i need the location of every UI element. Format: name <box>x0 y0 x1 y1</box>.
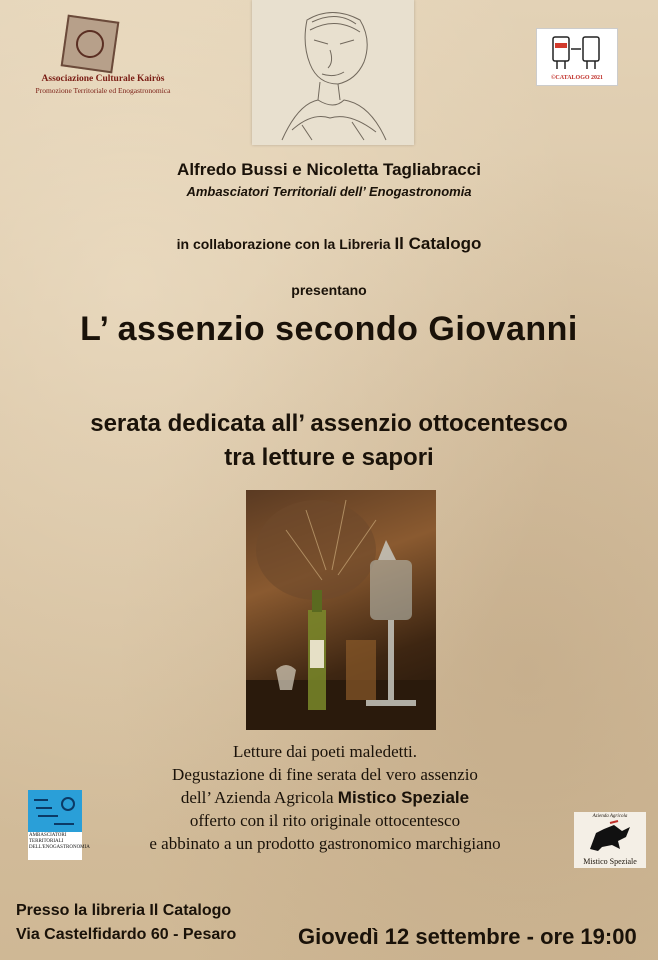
collaboration-name: Il Catalogo <box>394 234 482 253</box>
portrait-sketch-image <box>252 0 414 145</box>
detail-line: dell’ Azienda Agricola <box>180 788 334 807</box>
hosts-names: Alfredo Bussi e Nicoletta Tagliabracci <box>177 160 481 179</box>
detail-line: offerto con il rito originale ottocentesco <box>189 811 461 830</box>
venue-line1: Presso la libreria Il Catalogo <box>16 902 232 919</box>
detail-line: Letture dai poeti maledetti. <box>232 742 418 761</box>
catalogo-logo <box>536 28 618 86</box>
ambasciatori-logo-text: AMBASCIATORI TERRITORIALI DELL'ENOGASTRONOMIA <box>28 832 82 860</box>
detail-line: e abbinato a un prodotto gastronomico marchigiano <box>149 834 501 853</box>
association-tagline: Promozione Territoriale ed Enogastronomica <box>35 86 171 95</box>
event-title: L’ assenzio secondo Giovanni <box>80 310 578 348</box>
event-subtitle-line2: tra letture e sapori <box>224 444 434 471</box>
absinthe-photo <box>246 490 436 730</box>
mistico-speziale-logo <box>574 812 646 868</box>
detail-line: Degustazione di fine serata del vero assenzio <box>172 765 478 784</box>
event-datetime: Giovedì 12 settembre - ore 19:00 <box>298 924 637 949</box>
presentano-label: presentano <box>291 282 367 298</box>
collaboration-line <box>0 234 658 254</box>
association-emblem-icon <box>61 15 120 74</box>
ambasciatori-logo <box>28 790 90 860</box>
event-details <box>90 740 560 855</box>
venue-line2: Via Castelfidardo 60 - Pesaro <box>16 926 237 943</box>
mistico-logo-name: Mistico Speziale <box>583 857 637 866</box>
detail-line-company <box>90 786 560 809</box>
hosts-role: Ambasciatori Territoriali dell’ Enogastronomia <box>186 184 472 199</box>
mistico-logo-caption: Azienda Agricola <box>592 814 628 819</box>
association-name: Associazione Culturale Kairòs <box>41 74 165 84</box>
event-subtitle-line1: serata dedicata all’ assenzio ottocentesco <box>90 410 568 437</box>
catalogo-logo-text: ©CATALOGO 2021 <box>550 75 604 81</box>
association-logo <box>28 18 178 98</box>
collaboration-prefix: in collaborazione con la Libreria <box>176 236 391 252</box>
company-name: Mistico Speziale <box>337 788 470 807</box>
